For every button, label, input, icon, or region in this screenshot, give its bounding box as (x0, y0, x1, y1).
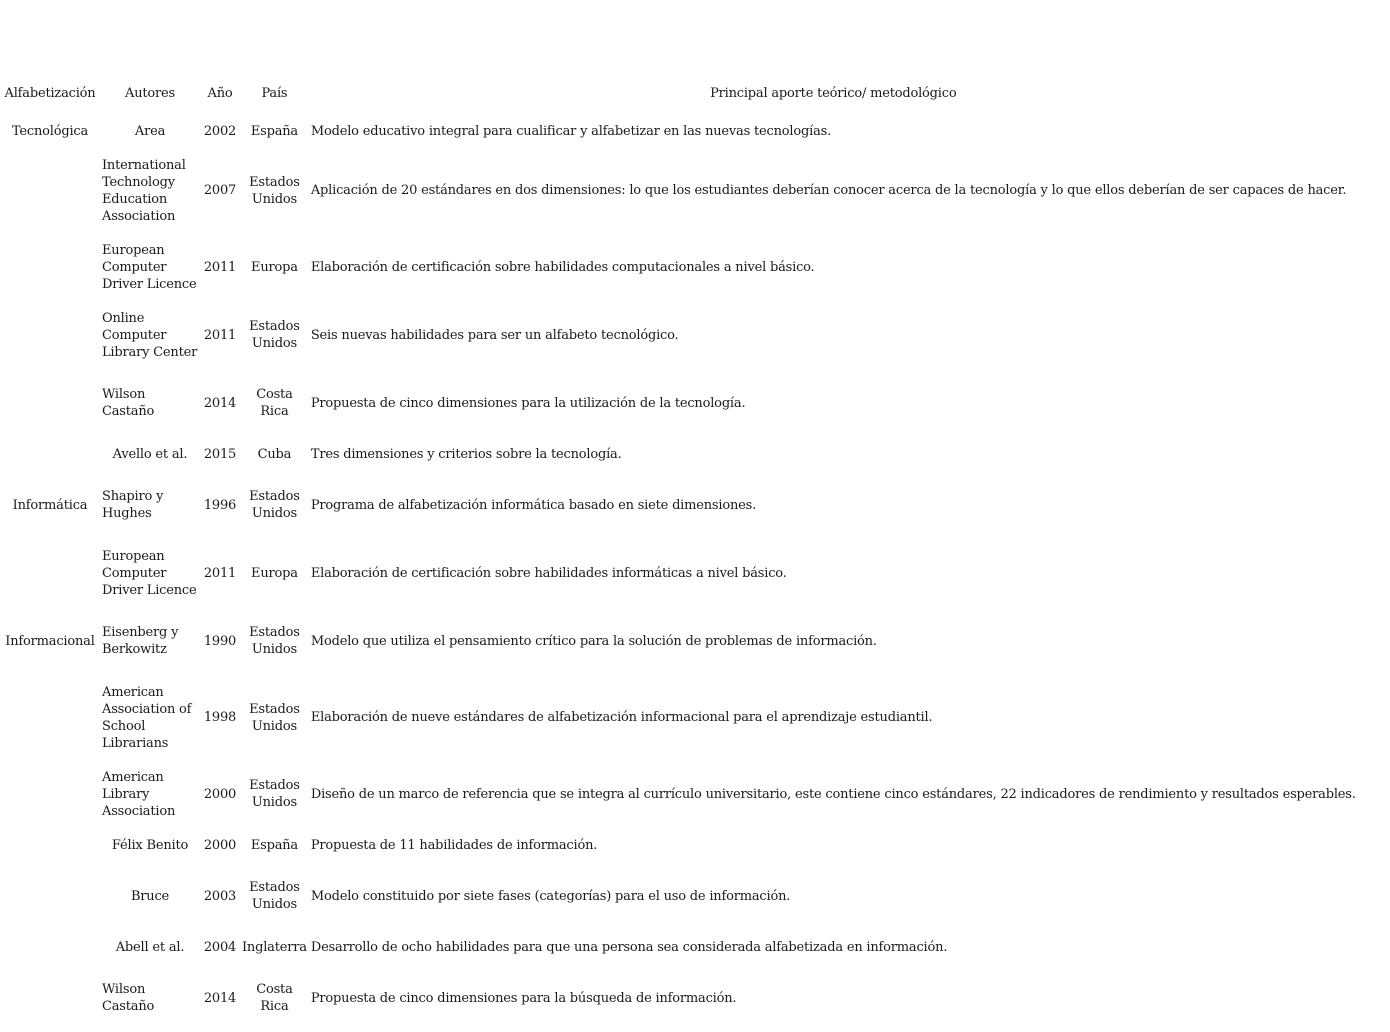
cell-authors-text: Wilson Castaño (102, 982, 155, 1014)
header-authors: Autores (125, 85, 175, 101)
cell-authors-text: Wilson Castaño (102, 387, 155, 419)
table-row (0, 675, 1358, 760)
table-row (0, 148, 1358, 233)
cell-year: 2014 (203, 990, 237, 1006)
cell-contribution: Seis nuevas habilidades para ser un alfabeto tecnológico. (310, 327, 679, 343)
header-row (0, 72, 1358, 114)
cell-country: Estados Unidos (249, 625, 300, 657)
cell-year: 1996 (203, 497, 237, 513)
header-type: Alfabetización (4, 85, 96, 101)
cell-contribution: Desarrollo de ocho habilidades para que una persona sea considerada alfabetizada en información. (310, 939, 948, 955)
cell-contribution: Modelo que utiliza el pensamiento crítico para la solución de problemas de información. (310, 633, 877, 649)
cell-year: 2007 (203, 183, 237, 198)
table-row (0, 471, 1358, 539)
cell-type (0, 148, 100, 233)
cell-authors (100, 675, 200, 760)
cell-contribution: Elaboración de certificación sobre habilidades informáticas a nivel básico. (310, 565, 787, 581)
table-row (0, 301, 1358, 369)
cell-authors (100, 760, 200, 828)
cell-authors (100, 539, 200, 607)
cell-authors: Bruce (130, 888, 170, 904)
cell-authors-text: European Computer Driver Licence (102, 242, 197, 292)
table-row (0, 437, 1358, 471)
cell-type (0, 675, 100, 760)
cell-contribution: Aplicación de 20 estándares en dos dimensiones: lo que los estudiantes deberían conocer acerca de la tecnología y lo que ellos deberían de ser capaces de hacer. (310, 183, 1347, 198)
cell-authors (100, 233, 200, 301)
cell-authors (100, 471, 200, 539)
cell-contribution: Propuesta de cinco dimensiones para la utilización de la tecnología. (310, 395, 746, 411)
cell-country: Estados Unidos (249, 778, 300, 810)
cell-type (0, 437, 100, 471)
cell-authors-text: Eisenberg y Berkowitz (102, 625, 179, 657)
cell-year: 2014 (203, 395, 237, 411)
table-row (0, 114, 1358, 148)
table-row (0, 862, 1358, 930)
table-row (0, 369, 1358, 437)
cell-year: 2003 (203, 888, 237, 904)
cell-authors-text: Shapiro y Hughes (102, 489, 164, 521)
cell-year: 2015 (203, 446, 237, 462)
cell-country: Cuba (257, 446, 292, 462)
cell-authors-text: European Computer Driver Licence (102, 548, 197, 598)
cell-authors: Avello et al. (112, 446, 188, 462)
cell-type (0, 964, 100, 1032)
table-row (0, 233, 1358, 301)
table-row (0, 964, 1358, 1032)
cell-country: Estados Unidos (249, 174, 300, 207)
header-country: País (261, 85, 288, 101)
cell-authors (100, 148, 200, 233)
cell-country: Costa Rica (256, 387, 293, 419)
table-row (0, 828, 1358, 862)
table-row (0, 539, 1358, 607)
table-header (0, 72, 1358, 114)
literacy-table (0, 72, 1358, 1032)
table-row (0, 930, 1358, 964)
cell-type (0, 828, 100, 862)
cell-year: 2011 (203, 259, 237, 275)
cell-contribution: Modelo educativo integral para cualificar y alfabetizar en las nuevas tecnologías. (310, 123, 832, 139)
cell-year: 1990 (203, 633, 237, 649)
cell-contribution: Elaboración de nueve estándares de alfabetización informacional para el aprendizaje estudiantil. (310, 710, 933, 725)
cell-contribution: Propuesta de 11 habilidades de información. (310, 837, 598, 853)
cell-authors (100, 369, 200, 437)
cell-type: Informacional (5, 633, 95, 649)
cell-country: España (250, 123, 298, 139)
cell-contribution: Tres dimensiones y criterios sobre la tecnología. (310, 446, 622, 462)
cell-authors-text: American Association of School Librarians (102, 684, 192, 751)
cell-country: Estados Unidos (249, 489, 300, 521)
cell-year: 2011 (203, 327, 237, 343)
cell-contribution: Modelo constituido por siete fases (categorías) para el uso de información. (310, 888, 791, 904)
cell-type (0, 539, 100, 607)
cell-year: 2004 (203, 939, 237, 955)
cell-year: 2000 (203, 837, 237, 853)
cell-authors: Félix Benito (111, 837, 189, 853)
cell-type (0, 930, 100, 964)
table-body (0, 114, 1358, 1032)
cell-authors-text: Online Computer Library Center (102, 310, 198, 360)
cell-country: Inglaterra (242, 939, 307, 955)
cell-type (0, 301, 100, 369)
cell-year: 1998 (203, 710, 237, 725)
cell-country: Costa Rica (256, 982, 293, 1014)
header-year: Año (207, 85, 233, 101)
cell-year: 2000 (203, 786, 237, 802)
cell-contribution: Programa de alfabetización informática basado en siete dimensiones. (310, 497, 757, 513)
cell-contribution: Elaboración de certificación sobre habilidades computacionales a nivel básico. (310, 259, 815, 275)
cell-type: Tecnológica (11, 123, 89, 139)
cell-country: Estados Unidos (249, 319, 300, 351)
cell-type (0, 862, 100, 930)
cell-contribution: Propuesta de cinco dimensiones para la búsqueda de información. (310, 990, 737, 1006)
table-row (0, 607, 1358, 675)
cell-country: Estados Unidos (249, 701, 300, 734)
cell-type (0, 760, 100, 828)
cell-type (0, 369, 100, 437)
cell-authors (100, 301, 200, 369)
cell-authors (100, 607, 200, 675)
cell-year: 2011 (203, 565, 237, 581)
cell-type: Informática (12, 497, 88, 513)
cell-country: Europa (251, 565, 298, 581)
cell-authors: Abell et al. (115, 939, 185, 955)
cell-contribution: Diseño de un marco de referencia que se integra al currículo universitario, este contiene cinco estándares, 22 indicadores de rendimiento y resultados esperables. (310, 786, 1356, 802)
cell-country: España (250, 837, 298, 853)
cell-authors: Area (134, 123, 166, 139)
cell-authors-text: American Library Association (102, 769, 176, 819)
cell-authors (100, 964, 200, 1032)
cell-year: 2002 (203, 123, 237, 139)
cell-country: Estados Unidos (249, 880, 300, 912)
table-row (0, 760, 1358, 828)
cell-type (0, 233, 100, 301)
header-contribution: Principal aporte teórico/ metodológico (710, 85, 957, 101)
cell-authors-text: International Technology Education Association (102, 157, 186, 224)
cell-country: Europa (251, 259, 298, 275)
